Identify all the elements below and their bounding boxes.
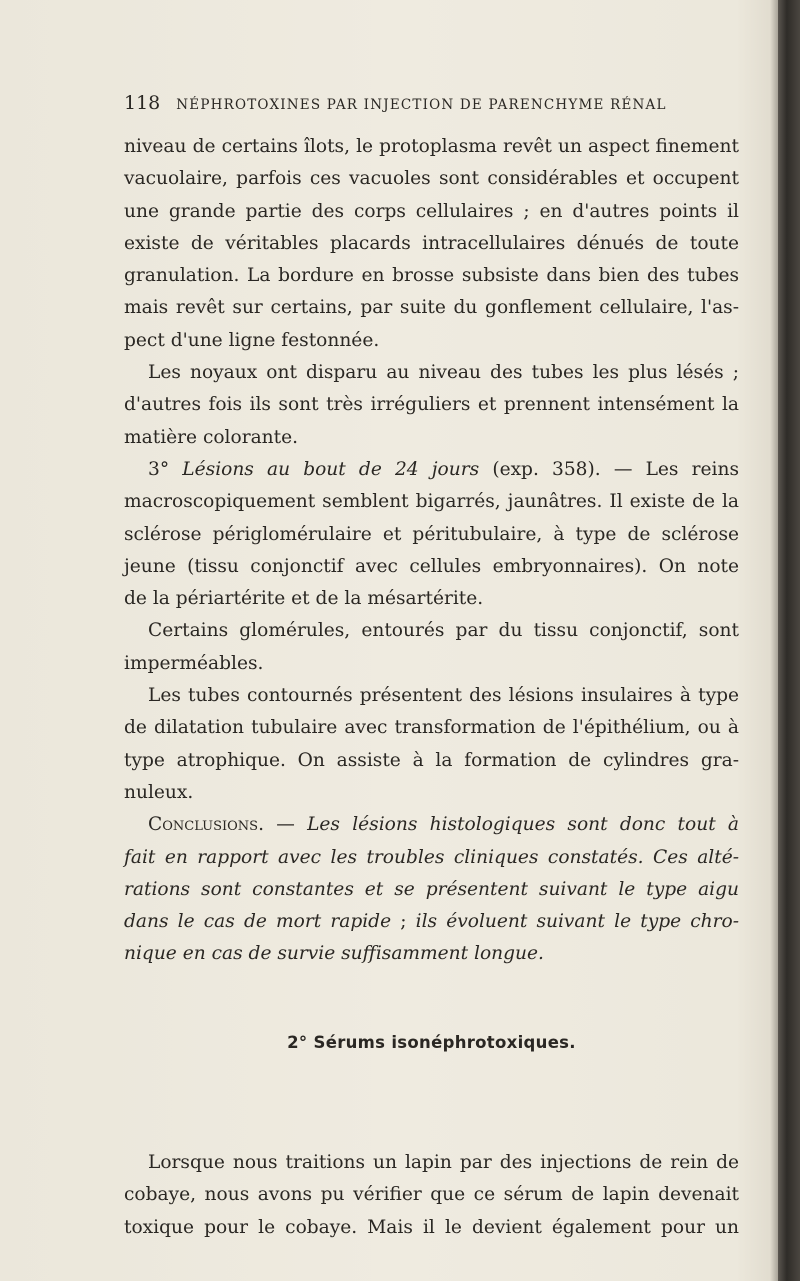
text-line: Les noyaux ont disparu au niveau des tubes les plus lésés ; bbox=[148, 362, 739, 384]
text-line: type atrophique. On assiste à la formation de cylindres gra- bbox=[124, 749, 739, 771]
section-number: 2° bbox=[287, 1033, 308, 1052]
text-line: dans le cas de mort rapide ; ils évoluent suivant le type chro- bbox=[124, 911, 740, 933]
lesions-heading-line bbox=[124, 454, 739, 486]
text-line: vacuolaire, parfois ces vacuoles sont considérables et occupent bbox=[124, 168, 739, 190]
text-line: Lorsque nous traitions un lapin par des injections de rein de bbox=[148, 1152, 739, 1173]
running-header bbox=[124, 92, 684, 114]
text-line: fait en rapport avec les troubles cliniques constatés. Ces alté- bbox=[124, 846, 739, 868]
conclusions-dash: — bbox=[263, 814, 308, 836]
lesions-ref: (exp. 358). — Les reins bbox=[492, 458, 739, 480]
text-line: sclérose périglomérulaire et péritubulaire, à type de sclérose bbox=[124, 523, 739, 545]
text-line: nuleux. bbox=[124, 781, 194, 803]
conclusions-label: Conclusions. bbox=[148, 814, 264, 836]
text-line: jeune (tissu conjonctif avec cellules embryonnaires). On note bbox=[124, 555, 739, 577]
text-line: pect d'une ligne festonnée. bbox=[124, 329, 380, 351]
section-heading bbox=[124, 1033, 739, 1052]
page-edge bbox=[778, 0, 800, 1281]
text-line: granulation. La bordure en brosse subsiste dans bien des tubes bbox=[124, 265, 739, 287]
text-line: niveau de certains îlots, le protoplasma revêt un aspect finement bbox=[124, 136, 739, 157]
text-line: macroscopiquement semblent bigarrés, jaunâtres. Il existe de la bbox=[124, 491, 739, 513]
section-text bbox=[124, 1147, 739, 1244]
text-line: imperméables. bbox=[124, 652, 264, 674]
text-line: cobaye, nous avons pu vérifier que ce sérum de lapin devenait bbox=[124, 1184, 739, 1206]
text-line: d'autres fois ils sont très irréguliers et prennent intensément la bbox=[124, 394, 739, 416]
text-line: de la périartérite et de la mésartérite. bbox=[124, 588, 484, 610]
page-edge-shadow bbox=[770, 0, 778, 1281]
section-title: Sérums isonéphrotoxiques. bbox=[313, 1033, 576, 1052]
text-line: nique en cas de survie suffisamment longue. bbox=[124, 943, 544, 965]
text-line: toxique pour le cobaye. Mais il le devient également pour un bbox=[124, 1216, 739, 1238]
text-line: matière colorante. bbox=[124, 426, 299, 448]
running-title: NÉPHROTOXINES PAR INJECTION DE PARENCHYME RÉNAL bbox=[176, 97, 667, 113]
page-number: 118 bbox=[124, 92, 161, 114]
text-line: une grande partie des corps cellulaires ; en d'autres points il bbox=[124, 200, 739, 222]
conclusions-text: Les lésions histologiques sont donc tout à bbox=[307, 814, 740, 836]
text-line: Les tubes contournés présentent des lésions insulaires à type bbox=[148, 685, 739, 707]
conclusions-line bbox=[124, 809, 739, 841]
lesions-number: 3° bbox=[148, 458, 170, 480]
text-line: de dilatation tubulaire avec transformation de l'épithélium, ou à bbox=[124, 717, 739, 739]
text-line: existe de véritables placards intracellulaires dénués de toute bbox=[124, 232, 739, 254]
main-text bbox=[124, 131, 739, 971]
lesions-title: Lésions au bout de 24 jours bbox=[182, 458, 480, 480]
text-line: Certains glomérules, entourés par du tissu conjonctif, sont bbox=[148, 620, 739, 642]
text-line: mais revêt sur certains, par suite du gonflement cellulaire, l'as- bbox=[124, 297, 739, 319]
text-line: rations sont constantes et se présentent suivant le type aigu bbox=[124, 878, 739, 900]
